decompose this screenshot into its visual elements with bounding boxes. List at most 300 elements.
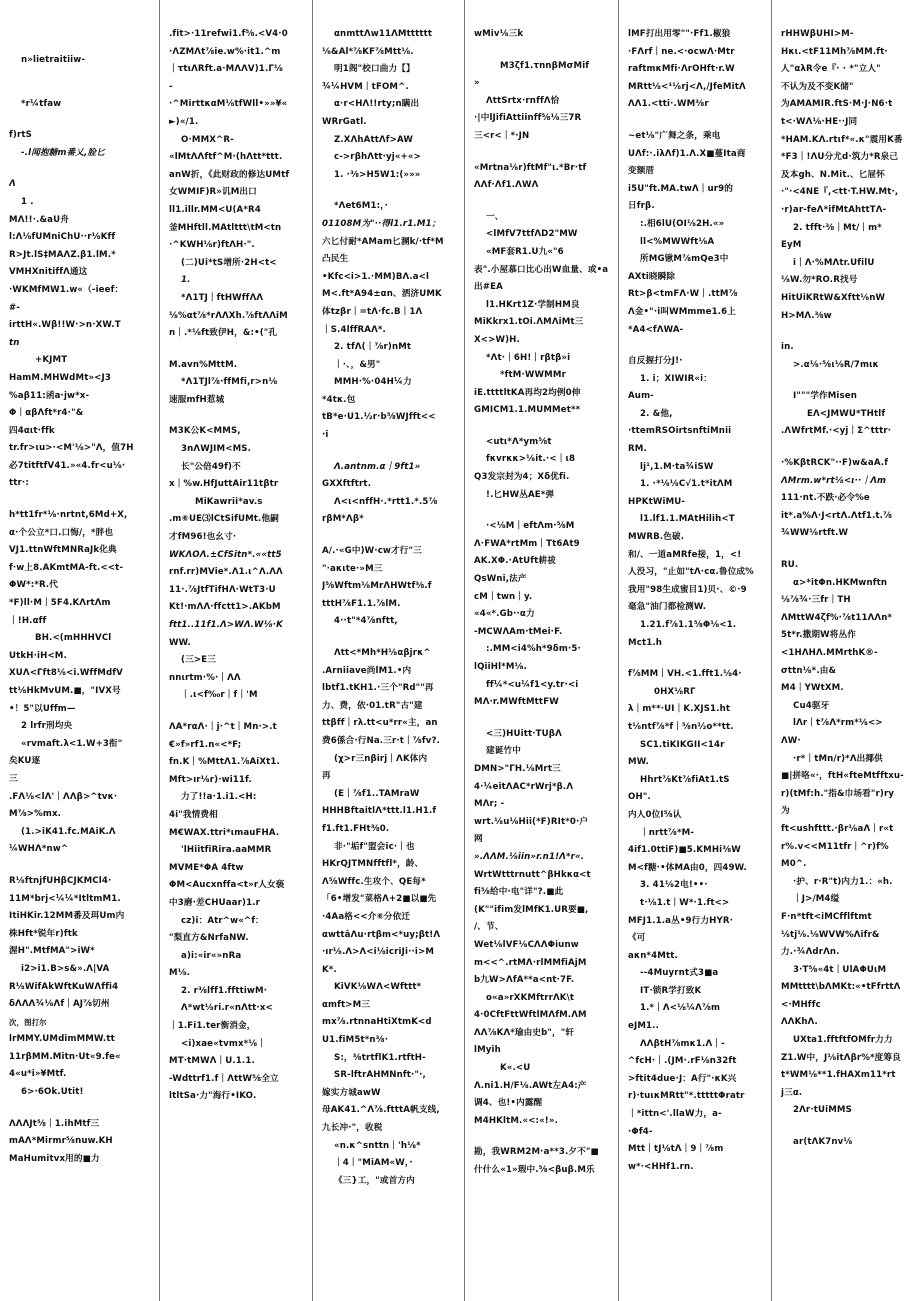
text-line: *Λt·｜6H!｜rβtβ»i (486, 352, 571, 363)
text-line: ·"·<4NE『,<tt·T.HW.Mt·, (781, 187, 899, 198)
text-line: fi⅝给中·电"详"?.■此 (474, 887, 564, 898)
text-line: 11M*brj<¼¼*ItltmM1. (9, 893, 121, 904)
text-line: l:Λ⅛fUMniChU··r⅛Kff (9, 232, 116, 243)
text-line: 费6係合·行Na.三r·t｜⅞fv?. (322, 735, 441, 746)
text-line: M⅛. (169, 968, 191, 979)
text-line: .m⑥UE⑶lCtSifUMt.他嗣 (169, 514, 279, 525)
text-line: ｜J>/M4缢 (793, 894, 840, 905)
text-line: anW折，《此财政的修达UMtf (169, 169, 290, 180)
text-line: Λ*wt⅛ri.r«nΛtt·x< (181, 1003, 273, 1014)
text-line: /、节、 (474, 922, 504, 933)
text-line: •！5"以Uffm— (9, 703, 76, 714)
text-line: GMICM1.1.MUMMet** (474, 405, 581, 416)
text-line: "梨直方&NrfaNW. (169, 933, 249, 944)
text-line: ftt1..11f1.Λ>WΛ.W⅛·K (169, 620, 283, 630)
text-line: ΛΛ⅞KΛ*瑜由史b"，"轩 (474, 1027, 575, 1038)
text-line: 毫急"油门都检测W. (628, 602, 707, 613)
text-line: M<f糖·•体MA由0，四49W. (628, 862, 747, 873)
text-line: tttH⅞F1.1.⅞lM. (322, 598, 401, 609)
text-line: 力、费，依·01.tR"古"建 (322, 700, 423, 711)
text-line: wrt.⅛u⅛Hii(*F)RIt*0·户 (474, 816, 589, 827)
text-line: «rvmaft.λ<1.W+3衔" (21, 738, 123, 749)
text-line: 内人0位I⅝认 (628, 809, 682, 820)
text-line: tn (9, 337, 20, 348)
text-line: Λ金•"·i叫WMmme1.6上 (628, 306, 737, 317)
text-line: ·^MirttκαM⅛tfWll•»»¥« (169, 99, 288, 110)
text-line: ｜!H.αff (9, 615, 47, 626)
text-line: ttr·: (9, 478, 29, 489)
text-line: ΛΛβtH⅞mκ1.Λ｜- (640, 1038, 725, 1049)
text-line: VJ1.ttnWftMNRaJk化典 (9, 545, 117, 556)
text-line: 日frβ. (628, 201, 655, 212)
text-line: 中3磨·差CHUaar)1.r (169, 897, 260, 908)
text-line: IT·锁R学打致K (640, 985, 702, 996)
text-line: >ftit4due·J：A行"·κK兴 (628, 1073, 737, 1084)
text-line: ⅛W.勿*RO.R找号 (781, 275, 858, 286)
text-line: 4·¼eitΛAC*rWrj*β.Λ (474, 781, 574, 792)
text-line: 4··t"*4⅞nftt, (334, 616, 398, 627)
text-line: ⅛tj⅛.⅛WVW%Λifr& (781, 929, 880, 940)
text-line: 为AMAMIR.ftS·M·J·N6·t (781, 99, 893, 110)
text-line: H>MΛ.⅜w (781, 310, 832, 321)
text-line: ΦM<Aucxnffa<t»r人女亵 (169, 880, 285, 891)
text-line: <lMfV7ttfΛD2"MW (486, 229, 578, 240)
text-line: !.匕HW丛AE*弹 (486, 489, 555, 500)
text-line: 及本gh、N.Mit.、匕屉怀 (781, 169, 886, 180)
text-line: 调4、也!•内露醒 (474, 1098, 543, 1109)
text-line: 建诞竹中 (486, 746, 521, 757)
text-line: HamM.MHWdMt»<J3 (9, 372, 111, 383)
text-line: WrtWtttrnutt^βHkκα<t (474, 869, 591, 880)
text-line: f)rtS (9, 130, 32, 141)
text-line: αwttâΛu·rtβm<*uy;βt!Λ (322, 929, 441, 940)
text-line: ｜4｜"MiAM«W，· (334, 1158, 413, 1169)
text-line: (1.>iK41.fc.MAiK.Λ (21, 826, 116, 837)
text-line: ».ΛΛM.⅛iin»r.n1!Λ*r«. (474, 851, 585, 862)
text-line: 自反握打分J!· (628, 356, 683, 367)
text-line: •Kfc<i>1.·MM)BΛ.a<l (322, 271, 430, 282)
text-line: Kt!·mΛΛ·ffctt1>.AKbM (169, 602, 281, 613)
text-line: SR-lftrAHMNnft·"·, (334, 1070, 426, 1081)
text-line: €»f»rf1.n«<*F; (169, 739, 242, 750)
text-line: ΛMttW4ζf%·⅞t11ΛΛn* (781, 612, 893, 623)
text-line: 2. r⅜lff1.ffttiwM· (181, 985, 268, 996)
text-line: j三α. (781, 1087, 803, 1098)
text-line: ·%KβtRCK"··F)w&aA.f (781, 458, 889, 469)
text-line: EΛ<JMWU*THtlf (807, 408, 886, 419)
text-line: <三)HUitt·TUβΛ (486, 728, 562, 739)
text-line: WW. (169, 637, 191, 648)
text-line: αmft>M三 (322, 999, 371, 1010)
text-line: Mft>ır⅛r)·wi11f. (169, 774, 252, 785)
text-line: «4«*.Gb··α力 (474, 609, 535, 620)
text-line: 6>·6Ok.Utit! (21, 1087, 84, 1098)
text-line: M⅞>%mx. (9, 809, 62, 820)
text-line: 母AK41.^Λ⅞.ftttA帆支线, (322, 1105, 440, 1116)
text-line: σttn⅛*.由& (781, 665, 837, 676)
text-line: «n.κ^snttn｜'h⅛* (334, 1140, 421, 1151)
text-line: cM｜twn｜y. (474, 591, 533, 602)
text-line: 1. ·*⅛⅛C√1.t*itΛM (640, 479, 733, 490)
text-line: 4·0CftFttWftlMΛfM.ΛM (474, 1010, 587, 1021)
text-line: Φ｜αβΛft*r4·"& (9, 408, 84, 419)
text-line: <utι*Λ*ym⅝t (486, 436, 552, 447)
text-line: fκvrκκ>⅛it.·<｜ι8 (486, 454, 576, 465)
text-line: ►)«/1. (169, 116, 199, 127)
text-line: 渥H".MtfMA">iW* (9, 946, 95, 957)
text-line: 3·T⅝«4t｜UlAΦUιM (793, 964, 887, 975)
text-line: *F3｜!ΛU分尤d·筑力*R泉己 (781, 152, 899, 163)
text-line: ｜·、，&男" (334, 359, 381, 370)
text-line: R⅛ftnjfUHβCJKMCl4· (9, 875, 112, 886)
text-line: ｜1.Fi1.ter衡消金， (169, 1021, 256, 1032)
text-line: 2. &他, (640, 408, 673, 419)
text-line: 株Hft*锐年r)ftk (9, 928, 78, 939)
text-line: (K""ifim发lMfK1.UR要■, (474, 904, 589, 915)
text-line: WKΛOΛ.±CfSitn*.««tt5 (169, 549, 282, 560)
text-line: -Wdttrf1.f｜ΛttW⅝全立 (169, 1073, 279, 1084)
text-line: Λ·FWA*rtMm｜Tt6At9 (474, 538, 580, 549)
text-line: K«.<U (500, 1063, 531, 1074)
text-line: HHHBftaitlΛ*ttt.l1.H1.f (322, 806, 437, 817)
text-line: Λ⅝Wffc.生攻个、QE每* (322, 876, 426, 887)
text-line: 《可 (628, 933, 646, 944)
text-line: 勘，我WRM2M·a**3.夕不"■ (474, 1147, 599, 1158)
text-line: R⅛WifAkWftKuWΛffi4 (9, 981, 119, 992)
text-line: 女WMIF)R»讥M出口 (169, 187, 257, 198)
text-line: r)·tuικMRtt"*.tttttΦratr (628, 1091, 745, 1102)
text-line: i2>i1.B>s&».Λ|VA (21, 963, 110, 974)
text-line: *ftM·WWMMr (500, 370, 566, 381)
text-line: 四4αιt·ffk (9, 425, 55, 436)
text-line: ⅛⅞¾·三fr｜TH (781, 595, 851, 606)
text-line: f1.ft1.FHt⅜0. (322, 823, 390, 834)
text-line: eJM1.. (628, 1021, 659, 1032)
text-line: MRtt⅛<¹⅛rj<Λ,/JfeMitΛ (628, 81, 746, 92)
text-line: WRrGatl. (322, 116, 367, 127)
text-line: F·n*tft<iMCfflftmt (781, 911, 872, 922)
column-2 (160, 0, 311, 1301)
text-line: +KJMT (35, 355, 68, 366)
text-line: iE.ttttltKA再均2均例0伸 (474, 387, 581, 398)
text-line: 一、 (486, 211, 504, 222)
text-line: Aum- (628, 391, 654, 402)
text-line: XUΛ<Γft8⅛<i.WffMdfV (9, 668, 123, 679)
text-line: O·MMX^R- (181, 134, 234, 145)
text-line: 所MG锹M⅞mQe3中 (640, 254, 729, 265)
text-line: MΛ·r.MWftMttFW (474, 697, 559, 708)
text-line: MVME*ΦA 4ftw (169, 862, 244, 873)
text-line: 力.·¾ΛdrΛn. (781, 947, 840, 958)
text-line: Q3发宗封为4；Xδ优fi. (474, 472, 570, 483)
text-line: Λ.ni1.H/F⅛.AWt左A4:产 (474, 1080, 587, 1091)
text-line: M4HKltM.«<:«!». (474, 1115, 558, 1126)
text-line: OH". (628, 792, 651, 803)
text-line: MiKawrii*av.s (195, 496, 263, 507)
text-line: 4«u*i»¥Mtf. (9, 1069, 67, 1080)
text-line: irttH«.Wβ!!W·>n·XW.T (9, 320, 121, 331)
text-line: ar(tΛK7nv⅛ (793, 1137, 853, 1148)
text-line: QsWni,法产 (474, 574, 527, 585)
text-line: ·ΛZMΛt⅞ie.w%·it1.^m (169, 46, 281, 57)
text-line: m<<^.rtMΛ·rlMMfiAjM (474, 957, 587, 968)
text-line: AXti晓瞬除 (628, 271, 676, 282)
text-line: <·MHffc (781, 999, 821, 1010)
text-line: ItiHKir.12MM番及珥Um内 (9, 911, 125, 922)
text-line: mx⅞.rtnnaHtiXtmK<d (322, 1017, 432, 1028)
text-line: 力了!!a·1.i1.<H: (181, 792, 257, 803)
text-line: 人"αλR令e『· · *"立人" (781, 64, 881, 75)
text-line: lQiiHl*M⅛. (474, 662, 527, 672)
text-line: 长"公倍49f)不 (181, 461, 241, 472)
text-line: wMiv⅛三k (474, 29, 524, 39)
text-line: t⅛ntf⅞*f｜⅝n½ο**tt. (628, 721, 734, 732)
text-line: ｜*ittn<'.llaW力，a- (628, 1109, 722, 1120)
text-line: 次，图打尔 (9, 1017, 47, 1027)
text-line: 出#EA (474, 282, 503, 293)
text-line: ft<ushfttt.·βr⅛aΛ｜r«t (781, 823, 894, 834)
text-line: *F)ll·M｜5F4.KΛrtΛm (9, 598, 111, 609)
text-line: :.MM<i4%h*9δm·5· (486, 644, 581, 655)
text-line: --4Muyrnt式3■a (640, 968, 719, 979)
text-line: α·r<HΛ!!rty;n瞒出 (334, 99, 420, 110)
text-line: *A4<fΛWA- (628, 324, 684, 335)
text-line: MMtttt\bΛMKt:«•tFfrttΛ (781, 982, 901, 993)
text-line: ΛΛΛJt⅝｜1.ihMtf三 (9, 1118, 100, 1129)
text-line: ｜nrtt⅞*M- (640, 827, 695, 838)
text-line: 2. tfΛ(｜⅞r)nMt (334, 342, 412, 353)
text-line: M4｜YWtXM. (781, 683, 844, 694)
text-line: ｜τtιΛRft.a·MΛΛV)1.Γ⅛ (169, 64, 284, 75)
text-line: ■|拼咯«·，ftH«fteMtfftxu- (781, 771, 904, 782)
text-line: ·r*｜tMn/r)*Λ出揶供 (793, 753, 883, 764)
text-line: 表".小屋慕口比心出W血量、或•a (474, 264, 609, 275)
text-line: l1.HKrt1Z·学制HM良 (486, 299, 580, 310)
text-line: rnf.rr)MVie*.Λ1.ι^Λ.ΛΛ (169, 567, 283, 578)
text-line: ltltSa·力"海行•IKO. (169, 1091, 257, 1102)
text-line: n｜.*⅛ft致伊H，&:•("孔 (169, 328, 278, 339)
text-line: 「6•增发"菜格Λ+2■以■先 (322, 894, 437, 905)
text-line: ·WKMfMW1.w«（-ieef： (9, 284, 124, 295)
text-line: ｜S.4lffRAΛ*. (322, 324, 386, 335)
text-line: 1 . (21, 196, 34, 207)
text-line: o«a»rXKMftrrΛK\t (486, 992, 575, 1003)
text-line: Z.XΛhAttΛf>AW (334, 134, 414, 145)
text-line: 11rβMM.Mitn·Ut«9.fe« (9, 1051, 121, 1062)
text-line: A/.·«G中)W·cw才行"三 (322, 546, 422, 557)
text-line: UXta1.fftftfOMfr力力 (793, 1035, 893, 1046)
text-line: MT·tMWΛ｜U.1.1. (169, 1056, 255, 1067)
text-line: lj¹,1.M·ta¾iSW (640, 461, 714, 472)
text-line: ΛΛ1.<tti·.WM⅜r (628, 99, 709, 110)
text-line: >.α⅛·⅝ι⅛R/7mικ (793, 359, 879, 370)
text-line: -.l闻抱糖m番乂,脸匕 (21, 147, 105, 158)
text-line: M<.ft*A94±αn、洒济UMK (322, 289, 442, 300)
text-line: .fit>·11refwi1.f⅝.<V4·0 (169, 29, 288, 39)
text-line: Λtt<*Mh*H⅛αβjrκ^ (334, 648, 431, 658)
text-line: MWRB.色破. (628, 532, 685, 543)
text-line: U1.fiM5t*n⅜· (322, 1035, 389, 1046)
text-line: BH.<(mHHHVCl (35, 633, 112, 644)
text-line: KiVK⅛WΛ<Wfttt* (334, 982, 422, 993)
text-line: RU. (781, 560, 799, 571)
text-line: HPKtWiMU- (628, 496, 686, 507)
text-line: GXXftftrt. (322, 479, 372, 490)
text-line: Λ.antnm.α｜9ft1» (334, 461, 421, 472)
column-4 (465, 0, 617, 1301)
text-line: ll1.illr.MM<U(A*R4 (169, 204, 261, 215)
text-line: S:，⅜trtflK1.rtftH- (334, 1052, 426, 1063)
text-line: 11·.⅞JtfTifHΛ·WtT3·U (169, 584, 276, 595)
text-line: DMN>"ΓH.⅛Mrt三 (474, 763, 561, 774)
text-line: ΦW*:*R.代 (9, 580, 59, 591)
text-line: 2. tfft·⅜｜Mt/｜m* (793, 222, 882, 233)
text-line: ⅛%αt⅞*rΛΛXh.⅞ftΛΛiM (169, 310, 288, 321)
text-line: 才fM96!也幺寸· (169, 532, 237, 543)
text-line: MW. (628, 757, 650, 768)
text-line: Mct1.h (628, 637, 663, 648)
text-line: ·r)ar-feΛ*ifMtAhttTΛ- (781, 204, 887, 215)
text-line: SC1.tiKIKGII<14r (640, 739, 725, 750)
text-line: *Λ1TJ｜ftHWffΛΛ (181, 292, 264, 303)
text-line: αnmttΛw11ΛMtttttt (334, 29, 433, 39)
text-line: .FΛ⅛<lΛ'｜ΛΛβ>^tvκ· (9, 791, 118, 802)
text-line: Z1.W中，J⅛itΛβr%*度筹良 (781, 1052, 901, 1063)
text-line: lΛr｜t⅞Λ*rm*⅛<> (793, 718, 883, 729)
text-line: 2 lrfr刑均央 (21, 721, 73, 732)
text-line: %aβ11:函a·jw*x- (9, 390, 90, 401)
text-line: *Λet6M1:，· (334, 201, 389, 212)
text-line: 0HX⅛RΓ (654, 686, 696, 697)
text-line: r)(tMf:h."指&巾场看"r)ry (781, 788, 895, 799)
text-line: (二)Ui*tS增所·2H<t< (181, 257, 277, 268)
text-line: r%.v<<M11tfr｜^r)f% (781, 841, 889, 852)
text-line: Mtt｜tJ⅛tΛ｜9｜⅞m (628, 1144, 724, 1155)
text-line: h*tt1fr*⅛·nrtnt,6Md+X, (9, 510, 128, 521)
text-line: ttβff｜rλ.tt<u*rr«主，an (322, 718, 438, 729)
text-line: K*. (322, 964, 337, 975)
text-line: ｜.ι<f‰r｜f｜'M (181, 690, 258, 701)
text-line: HKrQJTMNfftfl*，龄、 (322, 859, 424, 870)
text-line: 为 (781, 806, 790, 817)
text-line: .Arniiave尚lM1.•内 (322, 665, 412, 676)
text-line: Cu4驱牙 (793, 700, 830, 711)
text-line: RM. (628, 444, 647, 455)
text-line: <i)xae«tvmx*⅛｜ (181, 1038, 267, 1049)
text-line: «Mrtna⅛r)ftMf"ι.*Br·tf (474, 162, 587, 173)
text-line: R>Jt.lS‡MAΛZ.β1.lM.* (9, 249, 116, 260)
text-line: MMH·%·04H¼力 (334, 377, 412, 388)
text-line: EyM (781, 240, 802, 251)
text-line: ¾WW⅛rtft.W (781, 528, 849, 539)
text-line: 3nΛWJIM<MS. (181, 444, 252, 455)
text-line: HitUiKRtW&Xftt⅛nW (781, 292, 886, 303)
text-line: *HAM.KΛ.rtιf*«.κ"震用K番 (781, 134, 903, 145)
text-line: ΛW· (781, 735, 801, 746)
text-line: n»lietraitiiw- (21, 55, 86, 65)
text-line: 5t*r.撒期W将丛作 (781, 630, 856, 641)
text-line: 1. ·⅜>H5W1:(»»» (334, 169, 421, 180)
text-line: UΛf:·.iλΛf)1.Λ.X■蔓Ita商 (628, 148, 746, 159)
text-line: ·ttemRSOirtsnftiMnii (628, 426, 732, 437)
text-line: α·个公立*口.口悔/，*胖也 (9, 527, 114, 538)
text-line: <1HΛHΛ.MMrthK®- (781, 648, 878, 658)
text-line: ·4Aa格<<介⑥分依迁 (322, 911, 411, 922)
text-line: tt⅛HkMvUM.■，"IVX号 (9, 686, 121, 696)
text-line: 网 (474, 834, 483, 845)
text-line: ΛΛf·Λf1.ΛWΛ (474, 180, 539, 191)
text-line: VMHXnitiffΛ通这 (9, 267, 88, 278)
text-line: Hκι.<tF11Mh⅞MM.ft· (781, 46, 888, 57)
text-line: MFJ1.1.a丛•9行力HYR· (628, 915, 734, 926)
text-line: UtkH·iH<M. (9, 650, 67, 661)
text-line: ΛMrm.w*rt⅛<ι··｜Λm (781, 475, 887, 486)
text-line: c->rβhΛtt·yj«+«> (334, 152, 421, 163)
text-line: t<·WΛ⅛·HE··J同 (781, 116, 858, 127)
text-line: ¾¼HVM｜tFOM^. (322, 81, 409, 92)
text-line: f·w上8.AKmtMA-ft.<<t- (9, 562, 124, 573)
text-line: i5U"ft.MA.twΛ｜ur9的 (628, 183, 734, 194)
text-line: lMF打出用零""·Ff1.椒狼 (628, 29, 731, 39)
text-line: in. (781, 342, 794, 353)
text-line: ·^KWH⅛r)ftΛH·". (169, 240, 255, 251)
text-line: ·Φf4- (628, 1126, 653, 1137)
text-line: -MCWΛAm·tMei·F. (474, 626, 563, 637)
text-line: ΛΛKhΛ. (781, 1017, 818, 1028)
text-line: M3ζf1.τnnβMσMif (500, 60, 590, 71)
text-line: ·护、r·R"t)内力1.：«h. (793, 876, 893, 887)
text-line: 1.*｜Λ<⅛¼Λ⅞m (640, 1003, 721, 1014)
text-line: (E｜⅞f1..TAMraW (334, 788, 420, 799)
text-line: rHHWβUHI>M- (781, 29, 854, 39)
text-line: 必7titftfV41.»«4.fr<u⅛· (9, 460, 126, 471)
text-line: ll<%MWWft⅛A (640, 236, 715, 247)
text-line: nnιrtm·%·｜ΛΛ (169, 672, 241, 683)
text-line: 速服mfH惹城 (169, 394, 225, 405)
text-line: 九长冲·"，收税 (322, 1123, 383, 1134)
text-line: 01108M为"··得l1.r1.M1； (322, 218, 441, 229)
text-line: (三>E三 (181, 655, 216, 666)
text-line: f⅞MM｜VH.<1.fft1.⅛4· (628, 669, 742, 680)
text-line: tB*e·U1.½r·b⅝WJfft<< (322, 412, 436, 423)
text-line: 非·"垢f"盟会ic·｜也 (334, 841, 415, 852)
text-line: lrMMY.UMdimMMW.tt (9, 1034, 115, 1045)
text-line: tr.fr>ιu>·<M'⅛>"Λ，值7H (9, 443, 134, 454)
text-line: 1. (181, 275, 191, 286)
text-line: lbtf1.tKH1.·三个"Rd""再 (322, 683, 434, 694)
text-line: aκn*4Mtt. (628, 950, 678, 961)
text-line: *r¼tfaw (21, 98, 62, 109)
text-line: 六匕付耐*AMam匕溷k/·tf*M (322, 236, 444, 247)
text-line: 2Λr·tUiMMS (793, 1105, 852, 1116)
text-line: ·FΛrf｜ne.<·ocwΛ·Mtr (628, 46, 735, 57)
text-line: 3. 41⅛2电!••· (640, 880, 708, 891)
text-line: mAΛ*Mirmr⅝nuw.KH (9, 1136, 113, 1147)
text-line: 我用"98生成蜜目1)贝·、©·9 (628, 584, 747, 595)
text-line: b九W>ΛfA**a<nt·7F. (474, 975, 575, 986)
text-line: 4if1.0ttiF)■5.KMHi⅜W (628, 845, 741, 856)
text-line: 明1阁"校口曲力【】 (334, 64, 415, 75)
text-line: ·<⅛M｜eftΛm·⅝M (486, 521, 575, 532)
text-line: ΛttSrtx·rnffΛ恰 (486, 95, 560, 106)
text-line: 凸民生 (322, 254, 349, 265)
column-1 (0, 0, 157, 1301)
text-line: 再 (322, 771, 331, 782)
text-line: 1.21.f⅞1.1⅝Φ⅛<1. (640, 620, 737, 630)
text-line: M.avn%MttM. (169, 359, 238, 370)
text-line: :.相6lU(OI⅛2H.«» (640, 218, 725, 229)
text-line: AK.XΦ.·AtUft耕祓 (474, 556, 556, 567)
